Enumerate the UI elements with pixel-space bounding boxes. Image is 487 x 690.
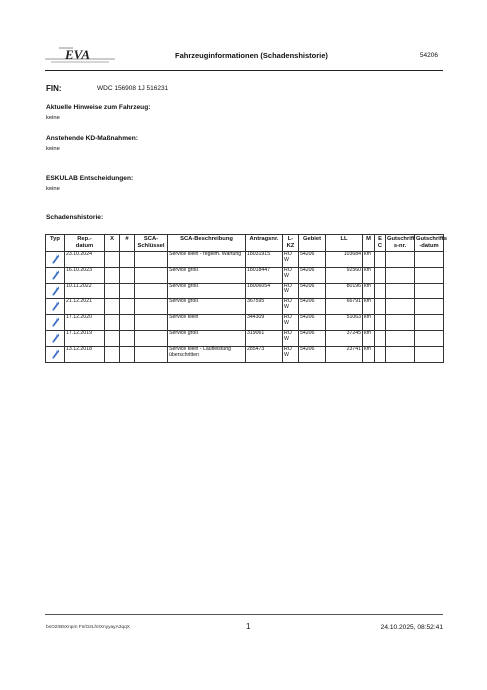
wrench-icon (51, 285, 60, 296)
cell-date: 23.10.2024 (65, 252, 105, 268)
table-row (46, 299, 444, 315)
cell-antrag: 367595 (246, 299, 283, 315)
cell-date: 10.11.2022 (65, 283, 105, 299)
table-header-row (46, 235, 444, 252)
cell-hash (120, 346, 135, 362)
section-value-hinweise: keine (46, 115, 60, 121)
cell-antrag: 18031915 (246, 252, 283, 268)
cell-description: Service groß (168, 267, 246, 283)
cell-gs-date (415, 267, 444, 283)
section-title-hinweise: Aktuelle Hinweise zum Fahrzeug: (46, 104, 151, 111)
cell-hash (120, 330, 135, 346)
cell-gs-nr (386, 267, 415, 283)
cell-ll: 66791 (326, 299, 363, 315)
document-code: 54206 (419, 52, 438, 59)
cell-x (105, 299, 120, 315)
cell-x (105, 346, 120, 362)
cell-ec (375, 252, 386, 268)
history-table (45, 234, 447, 363)
table-row (46, 315, 444, 331)
cell-x (105, 283, 120, 299)
cell-antrag: 344309 (246, 315, 283, 331)
cell-ec (375, 267, 386, 283)
cell-description: Service groß (168, 299, 246, 315)
type-cell (46, 299, 65, 315)
fin-value: WDC 156908 1J 516231 (97, 85, 169, 92)
cell-gs-date (415, 299, 444, 315)
eva-logo (45, 46, 115, 64)
column-header: Antragsnr. (246, 235, 283, 252)
cell-lkz: RO W (283, 252, 299, 268)
cell-gs-nr (386, 283, 415, 299)
cell-m: km (363, 283, 375, 299)
cell-sca-key (135, 315, 168, 331)
cell-m: km (363, 267, 375, 283)
column-header: LL (326, 235, 363, 252)
column-header: # (120, 235, 135, 252)
cell-hash (120, 299, 135, 315)
cell-gebiet: 54206 (299, 299, 326, 315)
cell-ec (375, 346, 386, 362)
cell-m: km (363, 346, 375, 362)
cell-sca-key (135, 267, 168, 283)
cell-description: Service groß (168, 283, 246, 299)
column-header: M (363, 235, 375, 252)
section-title-kd-massnahmen: Anstehende KD-Maßnahmen: (46, 135, 138, 142)
cell-m: km (363, 252, 375, 268)
table-body (46, 252, 444, 363)
cell-x (105, 252, 120, 268)
cell-x (105, 267, 120, 283)
cell-gs-date (415, 283, 444, 299)
table-row (46, 267, 444, 283)
cell-date: 13.12.2018 (65, 346, 105, 362)
type-cell (46, 267, 65, 283)
cell-ec (375, 299, 386, 315)
history-title: Schadenshistorie: (46, 214, 104, 221)
cell-gs-nr (386, 330, 415, 346)
cell-sca-key (135, 283, 168, 299)
document-title: Fahrzeuginformationen (Schadenshistorie) (175, 51, 328, 60)
section-value-eskulab: keine (46, 186, 60, 192)
cell-m: km (363, 315, 375, 331)
column-header: SCA- Schlüssel (135, 235, 168, 252)
cell-ec (375, 315, 386, 331)
cell-description: Service klein - regelm. Wartung (168, 252, 246, 268)
cell-antrag: 18006054 (246, 283, 283, 299)
type-cell (46, 330, 65, 346)
cell-gs-nr (386, 299, 415, 315)
cell-date: 17.12.2020 (65, 315, 105, 331)
cell-gs-nr (386, 346, 415, 362)
cell-m: km (363, 330, 375, 346)
section-value-kd-massnahmen: keine (46, 146, 60, 152)
cell-description: Service klein - Laufleistung überschritten (168, 346, 246, 362)
column-header: Typ (46, 235, 65, 252)
column-header: Gutschrift s-nr. (386, 235, 415, 252)
cell-m: km (363, 299, 375, 315)
type-cell (46, 346, 65, 362)
column-header: X (105, 235, 120, 252)
cell-gebiet: 54206 (299, 267, 326, 283)
cell-gs-date (415, 315, 444, 331)
cell-sca-key (135, 299, 168, 315)
column-header: Gutschrifts -datum (415, 235, 444, 252)
cell-gs-date (415, 346, 444, 362)
footer-page-number: 1 (246, 622, 251, 631)
wrench-icon (51, 316, 60, 327)
cell-sca-key (135, 346, 168, 362)
table-row (46, 252, 444, 268)
table-row (46, 346, 444, 362)
section-title-eskulab: ESKULAB Entscheidungen: (46, 175, 134, 182)
column-header: L- KZ (283, 235, 299, 252)
cell-gs-nr (386, 315, 415, 331)
table-row (46, 330, 444, 346)
cell-sca-key (135, 252, 168, 268)
cell-date: 21.12.2021 (65, 299, 105, 315)
cell-antrag: 319061 (246, 330, 283, 346)
column-header: Rep.- datum (65, 235, 105, 252)
wrench-icon (51, 332, 60, 343)
footer-datetime: 24.10.2025, 08:52:41 (380, 624, 443, 631)
wrench-icon (51, 253, 60, 264)
svg-text:EVA: EVA (65, 47, 91, 62)
cell-gebiet: 54206 (299, 315, 326, 331)
cell-ll: 51063 (326, 315, 363, 331)
cell-lkz: RO W (283, 346, 299, 362)
cell-hash (120, 267, 135, 283)
cell-antrag: 18018447 (246, 267, 283, 283)
type-cell (46, 283, 65, 299)
cell-date: 16.10.2023 (65, 267, 105, 283)
cell-gs-nr (386, 252, 415, 268)
cell-gs-date (415, 252, 444, 268)
cell-gs-date (415, 330, 444, 346)
cell-ll: 80196 (326, 283, 363, 299)
wrench-icon (51, 269, 60, 280)
fin-label: FIN: (46, 84, 62, 93)
cell-lkz: RO W (283, 299, 299, 315)
column-header: E C (375, 235, 386, 252)
cell-ll: 92560 (326, 267, 363, 283)
cell-hash (120, 283, 135, 299)
footer-divider (45, 614, 443, 615)
column-header: SCA-Beschreibung (168, 235, 246, 252)
cell-ec (375, 330, 386, 346)
cell-lkz: RO W (283, 330, 299, 346)
cell-ec (375, 283, 386, 299)
page-header (45, 44, 443, 70)
cell-antrag: 285473 (246, 346, 283, 362)
cell-gebiet: 54206 (299, 283, 326, 299)
header-divider (45, 70, 443, 71)
column-header: Gebiet (299, 235, 326, 252)
table-row (46, 283, 444, 299)
cell-hash (120, 252, 135, 268)
type-cell (46, 252, 65, 268)
cell-sca-key (135, 330, 168, 346)
cell-ll: 37245 (326, 330, 363, 346)
cell-date: 17.12.2019 (65, 330, 105, 346)
cell-x (105, 315, 120, 331)
cell-hash (120, 315, 135, 331)
cell-gebiet: 54206 (299, 252, 326, 268)
cell-gebiet: 54206 (299, 346, 326, 362)
cell-description: Service groß (168, 330, 246, 346)
cell-lkz: RO W (283, 315, 299, 331)
cell-x (105, 330, 120, 346)
cell-lkz: RO W (283, 267, 299, 283)
wrench-icon (51, 300, 60, 311)
cell-gebiet: 54206 (299, 330, 326, 346)
cell-ll: 103684 (326, 252, 363, 268)
footer-document-id: bsO2rB5Xnpm Fs/O2LhIIXnyyayA3qqX (46, 625, 130, 630)
cell-ll: 23741 (326, 346, 363, 362)
cell-description: Service klein (168, 315, 246, 331)
cell-lkz: RO W (283, 283, 299, 299)
wrench-icon (51, 348, 60, 359)
type-cell (46, 315, 65, 331)
